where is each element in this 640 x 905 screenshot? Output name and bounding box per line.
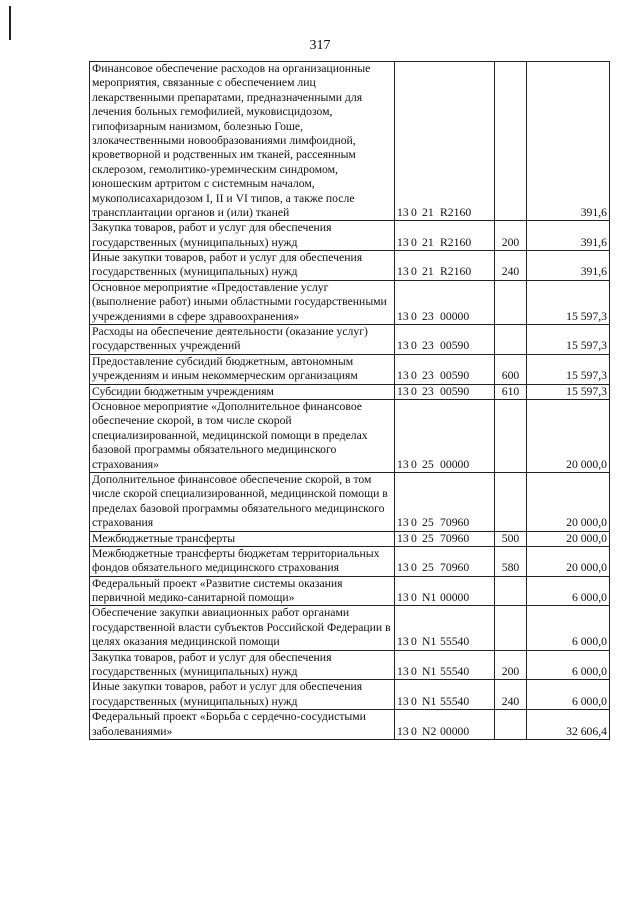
- row-amount: 391,6: [527, 62, 610, 221]
- table-row: [90, 251, 610, 281]
- code-part-2: 0: [411, 265, 417, 279]
- code-part-2: 0: [411, 561, 417, 575]
- row-name: Закупка товаров, работ и услуг для обеспечения государственных (муниципальных) нужд: [90, 650, 395, 680]
- code-part-3: 25: [422, 531, 434, 545]
- table-row: [90, 221, 610, 251]
- code-part-1: 13: [397, 591, 409, 605]
- code-part-4: 70960: [440, 516, 470, 530]
- code-part-2: 0: [411, 205, 417, 219]
- row-amount: 6 000,0: [527, 576, 610, 606]
- row-name: Основное мероприятие «Дополнительное финансовое обеспечение скорой, в том числе скорой специализированной, медицинской помощи в пределах базовой программы обязательного медицинского страхования»: [90, 399, 395, 472]
- row-name: Предоставление субсидий бюджетным, автономным учреждениям и иным некоммерческим организациям: [90, 354, 395, 384]
- code-part-2: 0: [411, 591, 417, 605]
- code-part-3: 23: [422, 384, 434, 398]
- page-number: 317: [309, 38, 331, 53]
- row-amount: 15 597,3: [527, 354, 610, 384]
- code-part-2: 0: [411, 531, 417, 545]
- row-code: [395, 325, 495, 355]
- code-part-4: R2160: [440, 205, 472, 219]
- row-expense-type: [495, 325, 527, 355]
- row-amount: 15 597,3: [527, 325, 610, 355]
- code-part-4: 00590: [440, 339, 470, 353]
- row-name: Субсидии бюджетным учреждениям: [90, 384, 395, 399]
- code-part-3: 21: [422, 265, 434, 279]
- row-expense-type: 240: [495, 680, 527, 710]
- row-expense-type: 200: [495, 650, 527, 680]
- row-name: Основное мероприятие «Предоставление услуг (выполнение работ) иными областными государственными учреждениями в сфере здравоохранения»: [90, 280, 395, 324]
- row-expense-type: 200: [495, 221, 527, 251]
- code-part-3: N1: [422, 665, 437, 679]
- code-part-2: 0: [411, 235, 417, 249]
- row-code: [395, 531, 495, 546]
- row-code: [395, 576, 495, 606]
- code-part-4: 55540: [440, 665, 470, 679]
- row-expense-type: 580: [495, 546, 527, 576]
- code-part-1: 13: [397, 665, 409, 679]
- row-expense-type: [495, 606, 527, 650]
- code-part-2: 0: [411, 516, 417, 530]
- code-part-3: N1: [422, 635, 437, 649]
- table-row: [90, 606, 610, 650]
- table-row: [90, 62, 610, 221]
- row-name: Закупка товаров, работ и услуг для обеспечения государственных (муниципальных) нужд: [90, 221, 395, 251]
- row-code: [395, 280, 495, 324]
- code-part-1: 13: [397, 516, 409, 530]
- row-amount: 391,6: [527, 251, 610, 281]
- code-part-2: 0: [411, 339, 417, 353]
- row-name: Дополнительное финансовое обеспечение скорой, в том числе скорой специализированной, медицинской помощи в пределах базовой программы обязательного медицинского страхования: [90, 472, 395, 531]
- row-expense-type: [495, 710, 527, 740]
- row-name: Иные закупки товаров, работ и услуг для обеспечения государственных (муниципальных) нужд: [90, 680, 395, 710]
- row-code: [395, 606, 495, 650]
- code-part-1: 13: [397, 694, 409, 708]
- row-amount: 20 000,0: [527, 531, 610, 546]
- row-code: [395, 650, 495, 680]
- row-code: [395, 399, 495, 472]
- row-name: Расходы на обеспечение деятельности (оказание услуг) государственных учреждений: [90, 325, 395, 355]
- row-expense-type: [495, 472, 527, 531]
- row-amount: 15 597,3: [527, 384, 610, 399]
- row-expense-type: 610: [495, 384, 527, 399]
- table-row: [90, 650, 610, 680]
- row-name: Иные закупки товаров, работ и услуг для обеспечения государственных (муниципальных) нужд: [90, 251, 395, 281]
- row-code: [395, 710, 495, 740]
- row-amount: 6 000,0: [527, 606, 610, 650]
- row-amount: 6 000,0: [527, 680, 610, 710]
- code-part-3: N1: [422, 591, 437, 605]
- code-part-4: R2160: [440, 265, 472, 279]
- code-part-1: 13: [397, 235, 409, 249]
- code-part-3: 21: [422, 205, 434, 219]
- row-expense-type: [495, 576, 527, 606]
- code-part-1: 13: [397, 309, 409, 323]
- code-part-4: 55540: [440, 635, 470, 649]
- code-part-3: 23: [422, 369, 434, 383]
- row-code: [395, 251, 495, 281]
- code-part-1: 13: [397, 369, 409, 383]
- code-part-3: 23: [422, 309, 434, 323]
- code-part-3: 25: [422, 516, 434, 530]
- scan-margin-mark: [9, 6, 11, 40]
- code-part-2: 0: [411, 635, 417, 649]
- code-part-4: 70960: [440, 531, 470, 545]
- table-row: [90, 472, 610, 531]
- code-part-3: 25: [422, 561, 434, 575]
- table-row: [90, 280, 610, 324]
- code-part-4: 00000: [440, 724, 470, 738]
- row-amount: 20 000,0: [527, 472, 610, 531]
- code-part-1: 13: [397, 339, 409, 353]
- row-code: [395, 354, 495, 384]
- row-amount: 20 000,0: [527, 399, 610, 472]
- row-code: [395, 384, 495, 399]
- row-amount: 391,6: [527, 221, 610, 251]
- row-code: [395, 62, 495, 221]
- code-part-3: 21: [422, 235, 434, 249]
- code-part-1: 13: [397, 265, 409, 279]
- row-amount: 15 597,3: [527, 280, 610, 324]
- code-part-4: 00000: [440, 309, 470, 323]
- row-name: Обеспечение закупки авиационных работ органами государственной власти субъектов Российской Федерации в целях оказания медицинской помощи: [90, 606, 395, 650]
- code-part-2: 0: [411, 724, 417, 738]
- table-row: [90, 531, 610, 546]
- row-name: Межбюджетные трансферты: [90, 531, 395, 546]
- row-name: Финансовое обеспечение расходов на организационные мероприятия, связанные с обеспечением лиц лекарственными препаратами, предназначенными для лечения больных гемофилией, муковисцидозом, гипофизарным нанизмом, болезнью Гоше, злокачественными новообразованиями лимфоидной, кроветворной и родственных им тканей, рассеянным склерозом, гемолитико-уремическим синдромом, юношеским артритом с системным началом, мукополисахаридозом I, II и VI типов, а также после трансплантации органов и (или) тканей: [90, 62, 395, 221]
- table-row: [90, 680, 610, 710]
- code-part-3: 25: [422, 457, 434, 471]
- code-part-2: 0: [411, 384, 417, 398]
- code-part-3: N1: [422, 694, 437, 708]
- row-code: [395, 472, 495, 531]
- row-expense-type: 500: [495, 531, 527, 546]
- code-part-2: 0: [411, 665, 417, 679]
- table-row: [90, 546, 610, 576]
- row-amount: 6 000,0: [527, 650, 610, 680]
- budget-table: [89, 61, 610, 740]
- code-part-1: 13: [397, 457, 409, 471]
- row-expense-type: [495, 62, 527, 221]
- code-part-2: 0: [411, 369, 417, 383]
- code-part-4: 00000: [440, 591, 470, 605]
- code-part-4: 00590: [440, 369, 470, 383]
- code-part-1: 13: [397, 205, 409, 219]
- row-amount: 20 000,0: [527, 546, 610, 576]
- row-code: [395, 680, 495, 710]
- code-part-3: 23: [422, 339, 434, 353]
- table-row: [90, 325, 610, 355]
- table-row: [90, 399, 610, 472]
- row-expense-type: 600: [495, 354, 527, 384]
- code-part-1: 13: [397, 531, 409, 545]
- row-code: [395, 546, 495, 576]
- code-part-4: 00590: [440, 384, 470, 398]
- row-amount: 32 606,4: [527, 710, 610, 740]
- table-row: [90, 384, 610, 399]
- code-part-4: 00000: [440, 457, 470, 471]
- code-part-2: 0: [411, 694, 417, 708]
- table-row: [90, 354, 610, 384]
- row-name: Федеральный проект «Борьба с сердечно-сосудистыми заболеваниями»: [90, 710, 395, 740]
- row-code: [395, 221, 495, 251]
- code-part-4: R2160: [440, 235, 472, 249]
- table-row: [90, 576, 610, 606]
- row-expense-type: [495, 399, 527, 472]
- row-name: Межбюджетные трансферты бюджетам территориальных фондов обязательного медицинского страхования: [90, 546, 395, 576]
- code-part-4: 70960: [440, 561, 470, 575]
- code-part-1: 13: [397, 561, 409, 575]
- code-part-2: 0: [411, 457, 417, 471]
- code-part-3: N2: [422, 724, 437, 738]
- row-name: Федеральный проект «Развитие системы оказания первичной медико-санитарной помощи»: [90, 576, 395, 606]
- table-row: [90, 710, 610, 740]
- code-part-4: 55540: [440, 694, 470, 708]
- code-part-2: 0: [411, 309, 417, 323]
- code-part-1: 13: [397, 635, 409, 649]
- row-expense-type: 240: [495, 251, 527, 281]
- code-part-1: 13: [397, 724, 409, 738]
- code-part-1: 13: [397, 384, 409, 398]
- row-expense-type: [495, 280, 527, 324]
